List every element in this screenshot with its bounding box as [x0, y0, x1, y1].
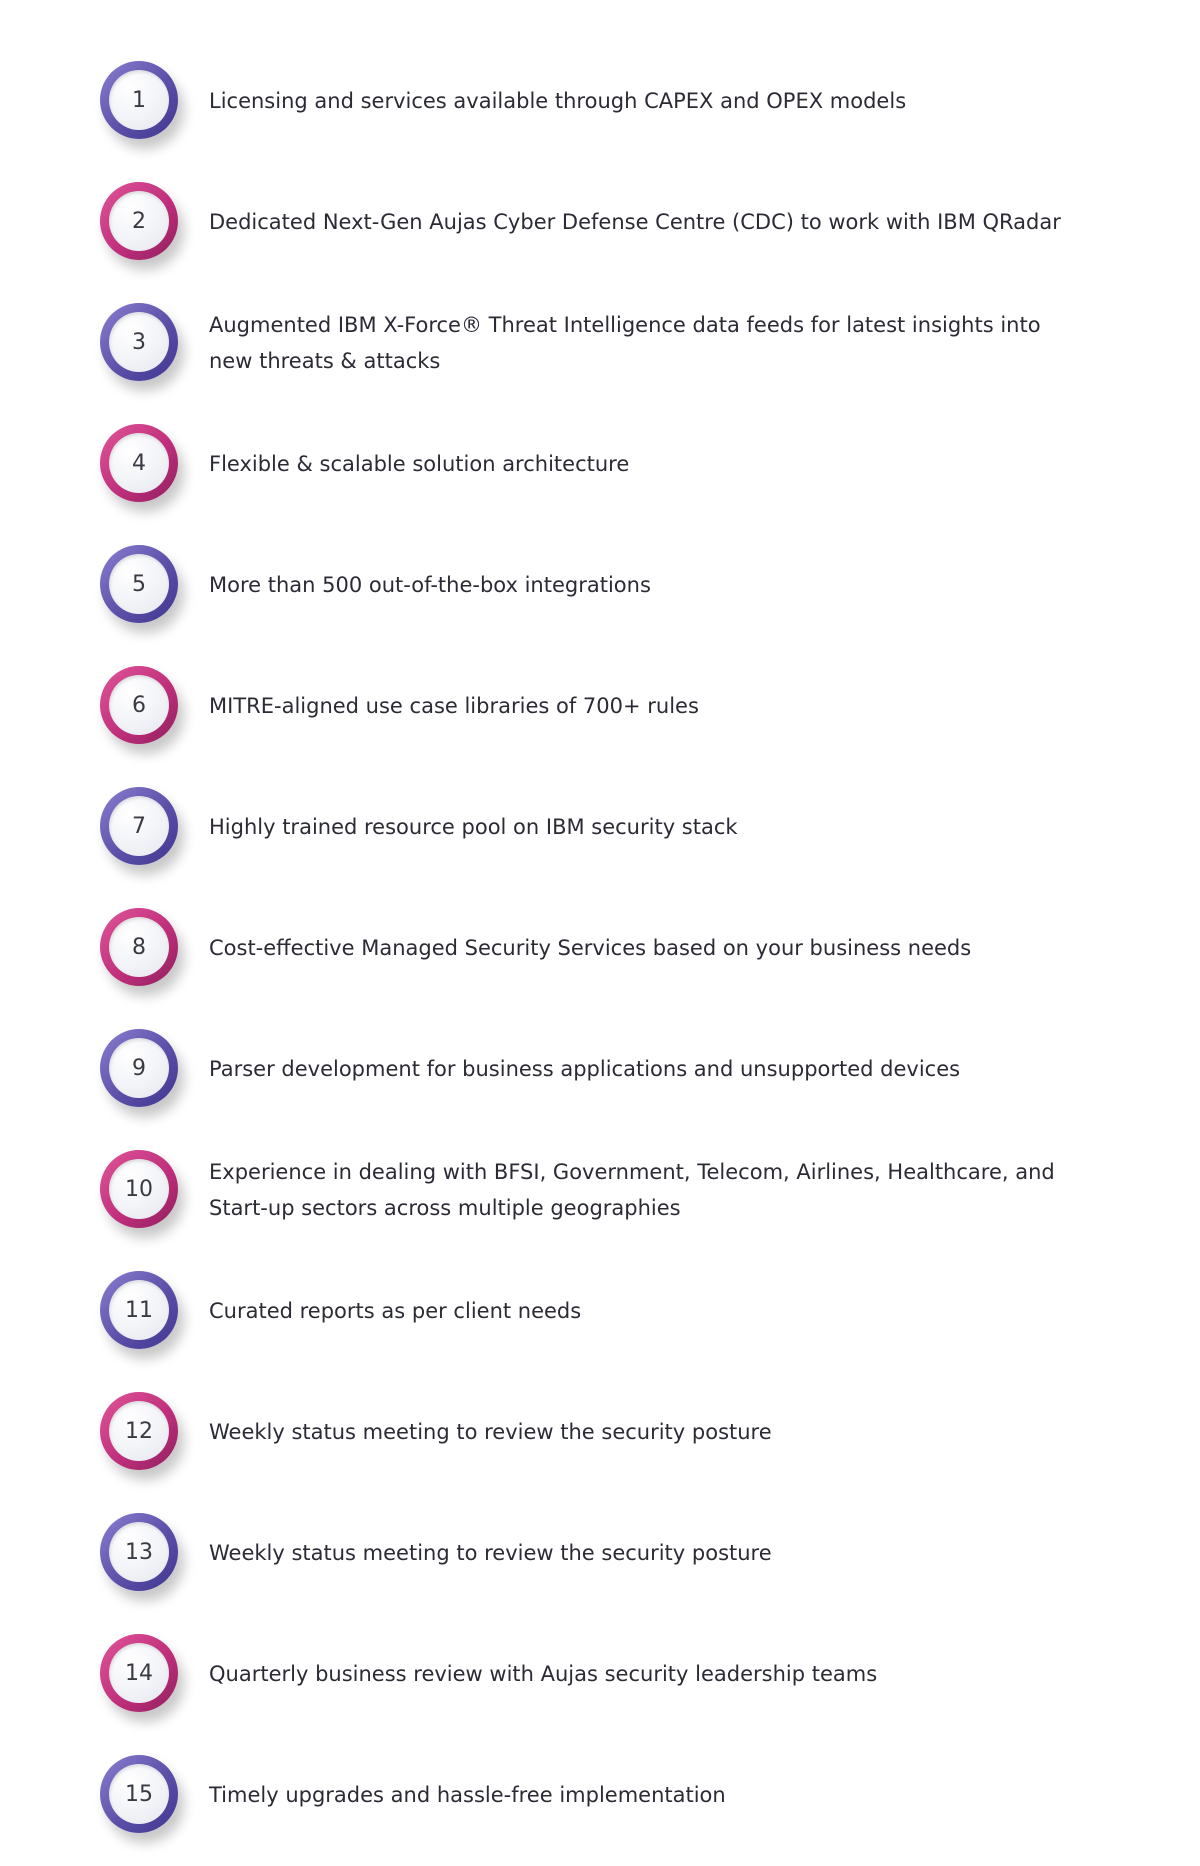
number-badge	[100, 303, 178, 381]
number-badge	[100, 908, 178, 986]
item-number: 2	[109, 191, 169, 251]
list-item	[0, 1129, 1200, 1250]
list-item	[0, 524, 1200, 645]
item-number: 10	[109, 1159, 169, 1219]
number-badge	[100, 1029, 178, 1107]
list-item	[0, 1492, 1200, 1613]
item-text: Quarterly business review with Aujas security leadership teams	[209, 1661, 878, 1686]
item-text: Flexible & scalable solution architecture	[209, 451, 630, 476]
number-badge	[100, 182, 178, 260]
number-badge	[100, 61, 178, 139]
item-text: Augmented IBM X-Force® Threat Intelligence data feeds for latest insights into new threats & attacks	[209, 312, 1041, 373]
number-badge	[100, 1755, 178, 1833]
item-text: Experience in dealing with BFSI, Government, Telecom, Airlines, Healthcare, and Start-up sectors across multiple geographies	[209, 1159, 1055, 1220]
number-badge	[100, 1271, 178, 1349]
list-item	[0, 282, 1200, 403]
item-text: Dedicated Next-Gen Aujas Cyber Defense Centre (CDC) to work with IBM QRadar	[209, 209, 1061, 234]
item-text: Licensing and services available through CAPEX and OPEX models	[209, 88, 907, 113]
number-badge	[100, 666, 178, 744]
item-number: 3	[109, 312, 169, 372]
item-number: 6	[109, 675, 169, 735]
item-text: Highly trained resource pool on IBM security stack	[209, 814, 738, 839]
item-number: 1	[109, 70, 169, 130]
item-number: 14	[109, 1643, 169, 1703]
item-text: MITRE-aligned use case libraries of 700+ rules	[209, 693, 699, 718]
number-badge	[100, 787, 178, 865]
item-number: 15	[109, 1764, 169, 1824]
number-badge	[100, 1634, 178, 1712]
list-item	[0, 887, 1200, 1008]
item-text: Parser development for business applications and unsupported devices	[209, 1056, 961, 1081]
item-text: Weekly status meeting to review the security posture	[209, 1540, 772, 1565]
item-text: Cost-effective Managed Security Services based on your business needs	[209, 935, 972, 960]
item-text: Timely upgrades and hassle-free implementation	[209, 1782, 726, 1807]
item-text: More than 500 out-of-the-box integrations	[209, 572, 651, 597]
number-badge	[100, 545, 178, 623]
list-item	[0, 40, 1200, 161]
list-item	[0, 645, 1200, 766]
item-number: 5	[109, 554, 169, 614]
number-badge	[100, 424, 178, 502]
list-item	[0, 766, 1200, 887]
number-badge	[100, 1392, 178, 1470]
item-number: 7	[109, 796, 169, 856]
item-number: 13	[109, 1522, 169, 1582]
item-text: Curated reports as per client needs	[209, 1298, 582, 1323]
list-item	[0, 1008, 1200, 1129]
item-number: 9	[109, 1038, 169, 1098]
item-text: Weekly status meeting to review the security posture	[209, 1419, 772, 1444]
list-item	[0, 161, 1200, 282]
list-item	[0, 1613, 1200, 1734]
item-number: 11	[109, 1280, 169, 1340]
list-item	[0, 403, 1200, 524]
list-item	[0, 1371, 1200, 1492]
item-number: 12	[109, 1401, 169, 1461]
list-item	[0, 1734, 1200, 1855]
item-number: 8	[109, 917, 169, 977]
item-number: 4	[109, 433, 169, 493]
number-badge	[100, 1513, 178, 1591]
number-badge	[100, 1150, 178, 1228]
list-item	[0, 1250, 1200, 1371]
